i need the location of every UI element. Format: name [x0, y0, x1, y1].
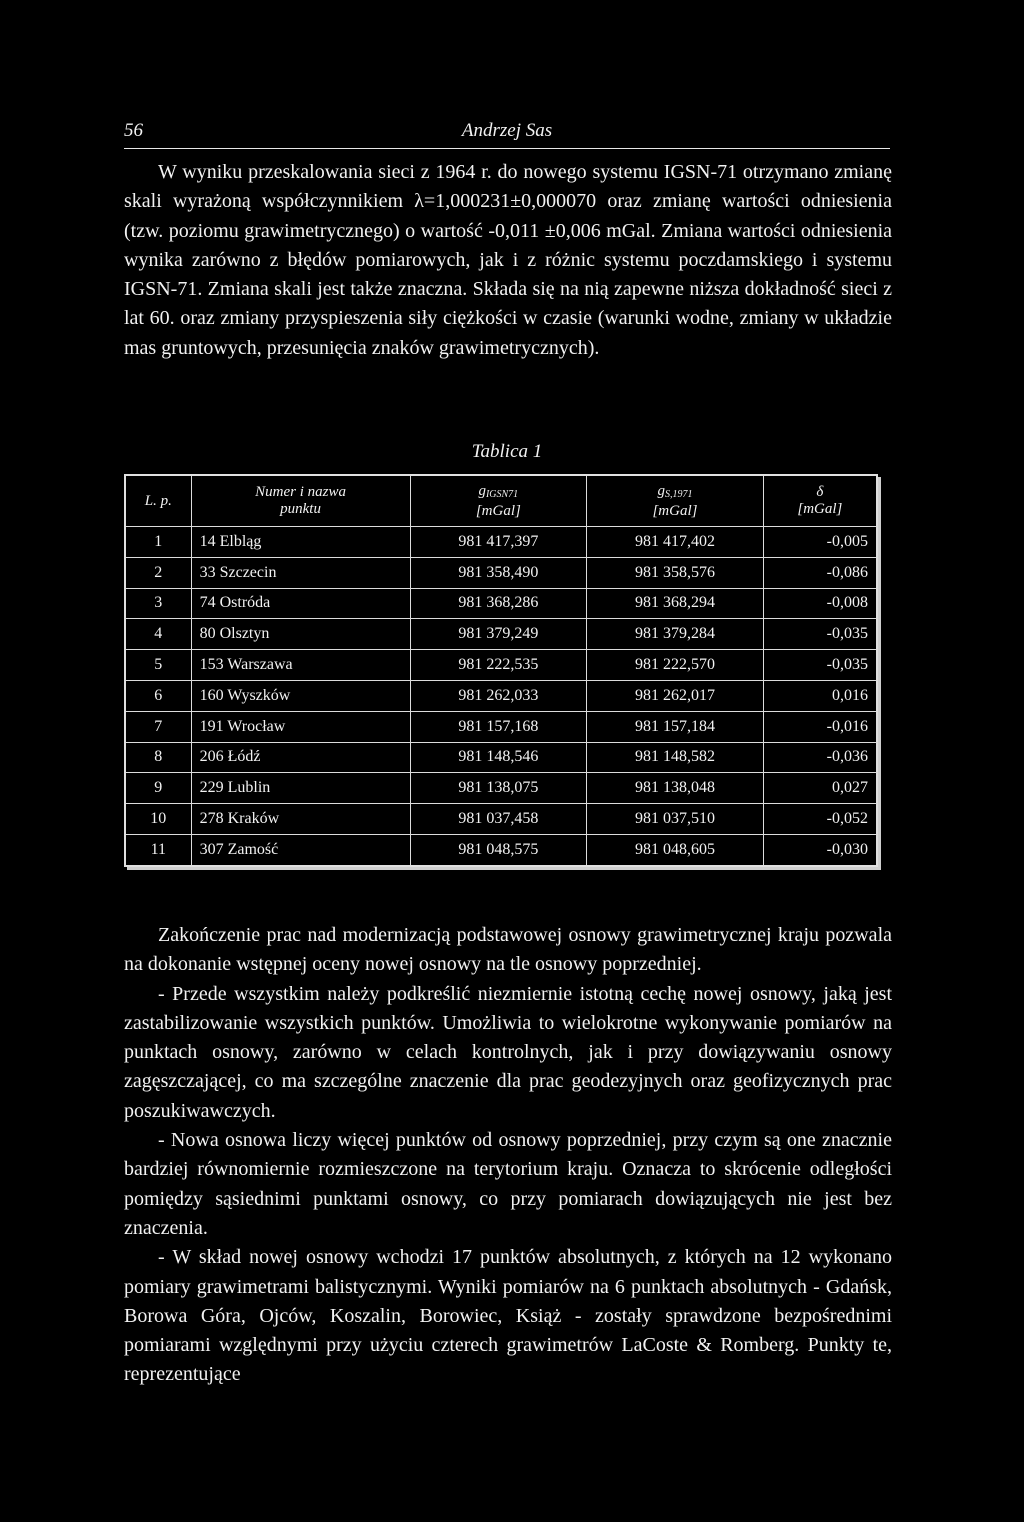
cell-point-name: 229 Lublin [191, 773, 410, 804]
cell-delta: -0,052 [763, 804, 877, 835]
header-delta-symbol: δ [816, 484, 824, 500]
header-name-line2: punktu [280, 501, 321, 517]
cell-lp: 1 [125, 527, 191, 558]
header-delta-unit: [mGal] [797, 501, 843, 517]
cell-lp: 3 [125, 588, 191, 619]
cell-g-s: 981 368,294 [587, 588, 764, 619]
conclusion-paragraph: Zakończenie prac nad modernizacją podstawowej osnowy grawimetrycznej kraju pozwala na dokonanie wstępnej oceny nowej osnowy na tle osnowy poprzedniej. [124, 924, 892, 976]
table-row [125, 804, 877, 835]
running-head-author: Andrzej Sas [461, 120, 553, 141]
conclusion-bullet-density: - Nowa osnowa liczy więcej punktów od osnowy poprzedniej, przy czym są one znacznie bardziej równomiernie rozmieszczone na terytorium kraju. Oznacza to skrócenie odległości pomiędzy sąsiednimi punktami osnowy, co przy pomiarach dowiązujących nie jest bez znaczenia. [124, 1129, 892, 1239]
cell-delta: -0,016 [763, 711, 877, 742]
cell-g-s: 981 037,510 [587, 804, 764, 835]
cell-delta: -0,008 [763, 588, 877, 619]
table-row [125, 773, 877, 804]
cell-delta: 0,016 [763, 680, 877, 711]
gravity-table [124, 474, 878, 867]
cell-lp: 8 [125, 742, 191, 773]
header-g-igsn-symbol: g [478, 482, 486, 499]
cell-lp: 7 [125, 711, 191, 742]
table-header [125, 475, 877, 527]
header-lp [125, 475, 191, 527]
cell-g-s: 981 358,576 [587, 557, 764, 588]
page-number: 56 [124, 120, 143, 141]
cell-point-name: 278 Kraków [191, 804, 410, 835]
cell-point-name: 153 Warszawa [191, 650, 410, 681]
table-header-row [125, 475, 877, 527]
table-row [125, 711, 877, 742]
conclusion-section [124, 921, 892, 1390]
cell-delta: -0,030 [763, 834, 877, 865]
table-caption: Tablica 1 [471, 441, 543, 462]
cell-lp: 10 [125, 804, 191, 835]
cell-delta: -0,036 [763, 742, 877, 773]
intro-paragraph: W wyniku przeskalowania sieci z 1964 r. do nowego systemu IGSN-71 otrzymano zmianę skali wyrażoną współczynnikiem λ=1,000231±0,000070 oraz zmianę wartości odniesienia (tzw. poziomu grawimetrycznego) o wartość -0,011 ±0,006 mGal. Zmiana wartości odniesienia wynika zarówno z błędów pomiarowych, jak i z różnic systemu poczdamskiego i systemu IGSN-71. Zmiana skali jest także znaczna. Składa się na nią zapewne niższa dokładność sieci z lat 60. oraz zmiany przyspieszenia siły ciężkości w czasie (warunki wodne, zmiany w układzie mas gruntowych, przesunięcia znaków grawimetrycznych). [124, 161, 892, 359]
cell-point-name: 14 Elbląg [191, 527, 410, 558]
cell-g-igsn: 981 222,535 [410, 650, 587, 681]
cell-g-s: 981 379,284 [587, 619, 764, 650]
header-g-s-symbol: g [657, 482, 665, 499]
header-g-igsn-sub: IGSN71 [485, 488, 519, 500]
cell-delta: 0,027 [763, 773, 877, 804]
cell-g-s: 981 222,570 [587, 650, 764, 681]
cell-delta: -0,035 [763, 619, 877, 650]
cell-point-name: 307 Zamość [191, 834, 410, 865]
cell-lp: 5 [125, 650, 191, 681]
table-row [125, 619, 877, 650]
cell-g-igsn: 981 417,397 [410, 527, 587, 558]
cell-g-s: 981 048,605 [587, 834, 764, 865]
cell-point-name: 33 Szczecin [191, 557, 410, 588]
cell-delta: -0,035 [763, 650, 877, 681]
cell-point-name: 191 Wrocław [191, 711, 410, 742]
conclusion-bullet-stabilization: - Przede wszystkim należy podkreślić niezmiernie istotną cechę nowej osnowy, jaką jest zastabilizowanie wszystkich punktów. Umożliwia to wielokrotne wykonywanie pomiarów na punktach osnowy, zarówno w celach kontrolnych, jak i przy dowiązywaniu osnowy zagęszczającej, co ma szczególne znaczenie dla prac geodezyjnych oraz geofizycznych prac poszukiwawczych. [124, 982, 892, 1122]
cell-point-name: 206 Łódź [191, 742, 410, 773]
cell-g-s: 981 262,017 [587, 680, 764, 711]
cell-lp: 9 [125, 773, 191, 804]
header-delta [763, 475, 877, 527]
header-g-s-sub: S,1971 [664, 488, 693, 500]
header-g-igsn-unit: [mGal] [475, 502, 521, 519]
conclusion-bullet-absolute-points: - W skład nowej osnowy wchodzi 17 punktów absolutnych, z których na 12 wykonano pomiary grawimetrami balistycznymi. Wyniki pomiarów na 6 punktach absolutnych - Gdańsk, Borowa Góra, Ojców, Koszalin, Borowiec, Książ - zostały sprawdzone bezpośrednimi pomiarami względnymi przy użyciu czterech grawimetrów LaCoste & Romberg. Punkty te, reprezentujące [124, 1246, 892, 1386]
cell-g-s: 981 417,402 [587, 527, 764, 558]
cell-g-igsn: 981 048,575 [410, 834, 587, 865]
cell-g-igsn: 981 037,458 [410, 804, 587, 835]
cell-delta: -0,086 [763, 557, 877, 588]
cell-g-s: 981 138,048 [587, 773, 764, 804]
cell-lp: 6 [125, 680, 191, 711]
intro-section [124, 158, 892, 363]
cell-g-igsn: 981 358,490 [410, 557, 587, 588]
table-row [125, 834, 877, 865]
cell-g-igsn: 981 262,033 [410, 680, 587, 711]
cell-point-name: 160 Wyszków [191, 680, 410, 711]
table-row [125, 588, 877, 619]
header-point-name [191, 475, 410, 527]
cell-g-s: 981 157,184 [587, 711, 764, 742]
header-name-line1: Numer i nazwa [255, 484, 346, 500]
cell-point-name: 74 Ostróda [191, 588, 410, 619]
table-row [125, 680, 877, 711]
table-row [125, 742, 877, 773]
table-body [125, 527, 877, 866]
cell-point-name: 80 Olsztyn [191, 619, 410, 650]
cell-lp: 4 [125, 619, 191, 650]
header-g-s [587, 475, 764, 527]
header-g-igsn [410, 475, 587, 527]
header-lp-label: L. p. [144, 492, 172, 509]
table-row [125, 527, 877, 558]
cell-g-igsn: 981 148,546 [410, 742, 587, 773]
header-g-s-unit: [mGal] [652, 502, 698, 519]
cell-g-s: 981 148,582 [587, 742, 764, 773]
table-row [125, 650, 877, 681]
cell-lp: 2 [125, 557, 191, 588]
cell-delta: -0,005 [763, 527, 877, 558]
cell-lp: 11 [125, 834, 191, 865]
cell-g-igsn: 981 157,168 [410, 711, 587, 742]
table-row [125, 557, 877, 588]
cell-g-igsn: 981 138,075 [410, 773, 587, 804]
cell-g-igsn: 981 368,286 [410, 588, 587, 619]
page-header [124, 118, 890, 149]
cell-g-igsn: 981 379,249 [410, 619, 587, 650]
